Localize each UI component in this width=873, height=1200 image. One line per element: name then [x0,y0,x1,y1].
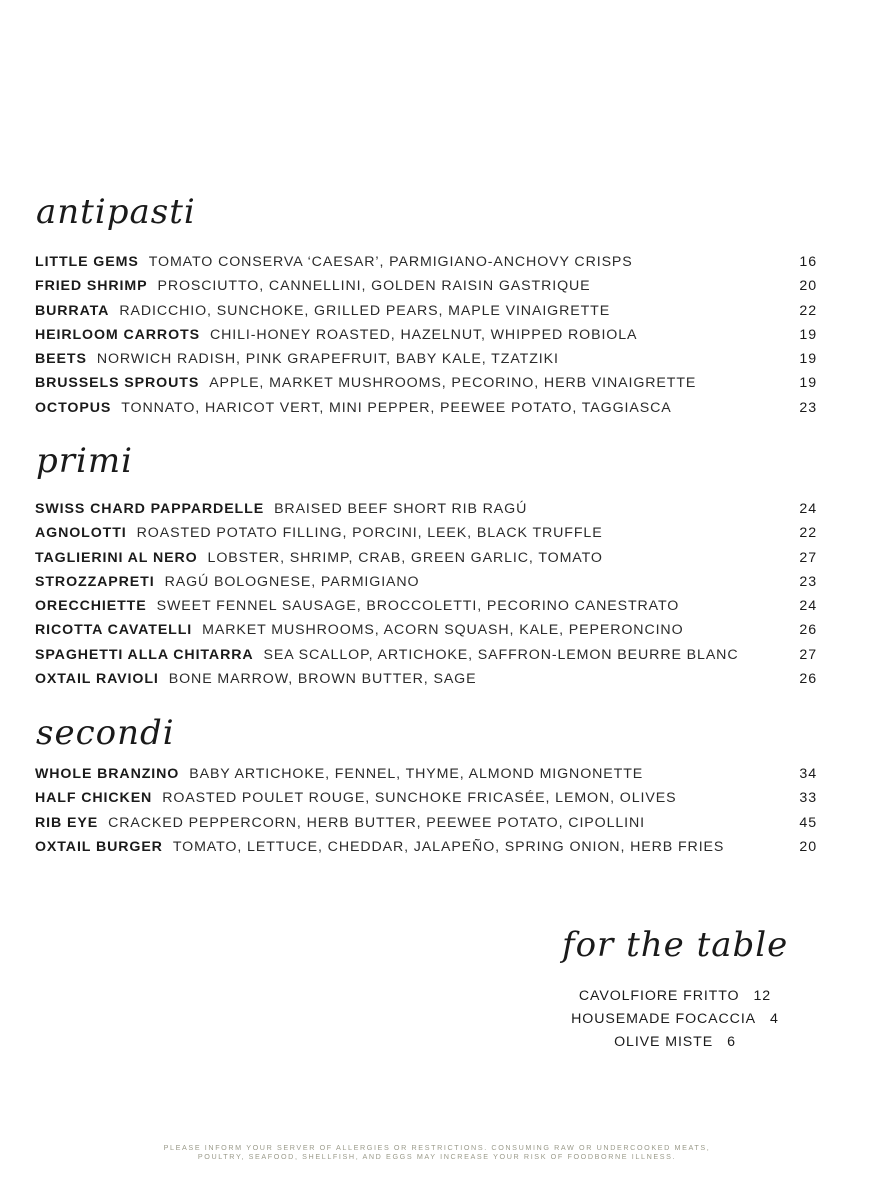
table-item-price: 12 [753,988,772,1004]
secondi-heading: secondi [36,713,175,753]
dish-description: PROSCIUTTO, CANNELLINI, GOLDEN RAISIN GASTRIQUE [157,278,591,295]
dish-price: 45 [799,814,817,831]
dish-price: 19 [799,351,817,368]
dish-description: TOMATO CONSERVA ‘CAESAR’, PARMIGIANO-ANCHOVY CRISPS [148,254,633,270]
antipasti-section [35,250,817,420]
dish-name: HEIRLOOM CARROTS [35,326,200,343]
dish-price: 24 [799,598,817,615]
menu-item [35,811,817,835]
dish-price: 23 [799,399,817,416]
antipasti-heading: antipasti [36,192,196,232]
dish-description: TOMATO, LETTUCE, CHEDDAR, JALAPEÑO, SPRING ONION, HERB FRIES [172,838,725,855]
table-item-name: OLIVE MISTE [614,1034,714,1051]
dish-price: 33 [799,790,817,807]
dish-price: 20 [799,278,817,295]
dish-description: SWEET FENNEL SAUSAGE, BROCCOLETTI, PECORINO CANESTRATO [156,598,680,615]
dish-name: WHOLE BRANZINO [35,766,180,782]
table-item-name: CAVOLFIORE FRITTO [578,988,740,1004]
dish-name: HALF CHICKEN [35,790,153,807]
dish-name: SPAGHETTI ALLA CHITARRA [35,646,254,663]
disclaimer-line-2: POULTRY, SEAFOOD, SHELLFISH, AND EGGS MAY INCREASE YOUR RISK OF FOODBORNE ILLNESS. [197,1152,677,1161]
dish-price: 20 [799,838,817,855]
menu-item [35,762,817,786]
dish-description: BABY ARTICHOKE, FENNEL, THYME, ALMOND MIGNONETTE [189,766,644,782]
dish-description: NORWICH RADISH, PINK GRAPEFRUIT, BABY KALE, TZATZIKI [96,351,559,368]
menu-item [35,594,817,618]
menu-item [35,371,817,395]
dish-description: TONNATO, HARICOT VERT, MINI PEPPER, PEEWEE POTATO, TAGGIASCA [121,399,672,416]
dish-description: BRAISED BEEF SHORT RIB RAGÚ [274,501,528,517]
dish-name: OXTAIL BURGER [35,838,163,855]
table-item-price: 6 [727,1034,736,1051]
dish-price: 26 [799,622,817,639]
dish-description: SEA SCALLOP, ARTICHOKE, SAFFRON-LEMON BEURRE BLANC [263,646,739,663]
dish-description: LOBSTER, SHRIMP, CRAB, GREEN GARLIC, TOMATO [207,549,603,566]
menu-item [35,570,817,594]
dish-price: 16 [799,254,817,270]
disclaimer-line-1: PLEASE INFORM YOUR SERVER OF ALLERGIES OR RESTRICTIONS. CONSUMING RAW OR UNDERCOOKED MEATS, [163,1143,711,1152]
dish-price: 34 [799,766,817,782]
table-item-price: 4 [770,1011,779,1028]
menu-item [35,786,817,810]
dish-name: STROZZAPRETI [35,573,155,590]
dish-price: 19 [799,326,817,343]
menu-item [35,618,817,642]
dish-description: BONE MARROW, BROWN BUTTER, SAGE [168,671,477,688]
dish-description: APPLE, MARKET MUSHROOMS, PECORINO, HERB VINAIGRETTE [209,375,697,392]
dish-description: CHILI-HONEY ROASTED, HAZELNUT, WHIPPED ROBIOLA [209,326,638,343]
dish-description: ROASTED POTATO FILLING, PORCINI, LEEK, BLACK TRUFFLE [136,525,603,542]
menu-item [35,347,817,371]
dish-price: 26 [799,671,817,688]
dish-name: AGNOLOTTI [35,525,127,542]
menu-item [35,546,817,570]
dish-name: OCTOPUS [35,399,112,416]
dish-price: 22 [799,525,817,542]
table-item [540,985,810,1008]
primi-section [35,497,817,691]
menu-item [35,521,817,545]
dish-description: RADICCHIO, SUNCHOKE, GRILLED PEARS, MAPLE VINAIGRETTE [119,302,611,319]
dish-name: BURRATA [35,302,110,319]
for-the-table-heading: for the table [562,925,789,965]
menu-item [35,250,817,274]
allergy-disclaimer [100,1143,774,1161]
menu-item [35,835,817,859]
menu-item [35,497,817,521]
dish-price: 27 [799,646,817,663]
dish-price: 27 [799,549,817,566]
menu-item [35,667,817,691]
menu-item [35,643,817,667]
dish-name: RICOTTA CAVATELLI [35,622,193,639]
for-the-table-list [540,985,810,1055]
dish-name: TAGLIERINI AL NERO [35,549,198,566]
dish-name: SWISS CHARD PAPPARDELLE [35,501,265,517]
menu-item [35,299,817,323]
secondi-section [35,762,817,859]
menu-item [35,323,817,347]
dish-name: BRUSSELS SPROUTS [35,375,200,392]
menu-item [35,274,817,298]
dish-price: 24 [799,501,817,517]
table-item-name: HOUSEMADE FOCACCIA [571,1011,757,1028]
dish-description: ROASTED POULET ROUGE, SUNCHOKE FRICASÉE, LEMON, OLIVES [162,790,677,807]
dish-description: MARKET MUSHROOMS, ACORN SQUASH, KALE, PEPERONCINO [202,622,684,639]
primi-heading: primi [36,441,134,481]
dish-name: ORECCHIETTE [35,598,147,615]
dish-name: LITTLE GEMS [35,254,139,270]
table-item [540,1031,810,1054]
dish-name: FRIED SHRIMP [35,278,148,295]
dish-description: RAGÚ BOLOGNESE, PARMIGIANO [164,573,420,590]
dish-name: OXTAIL RAVIOLI [35,671,159,688]
menu-item [35,396,817,420]
dish-price: 23 [799,573,817,590]
dish-price: 19 [799,375,817,392]
dish-description: CRACKED PEPPERCORN, HERB BUTTER, PEEWEE POTATO, CIPOLLINI [108,814,645,831]
table-item [540,1008,810,1031]
dish-name: BEETS [35,351,87,368]
dish-price: 22 [799,302,817,319]
dish-name: RIB EYE [35,814,99,831]
